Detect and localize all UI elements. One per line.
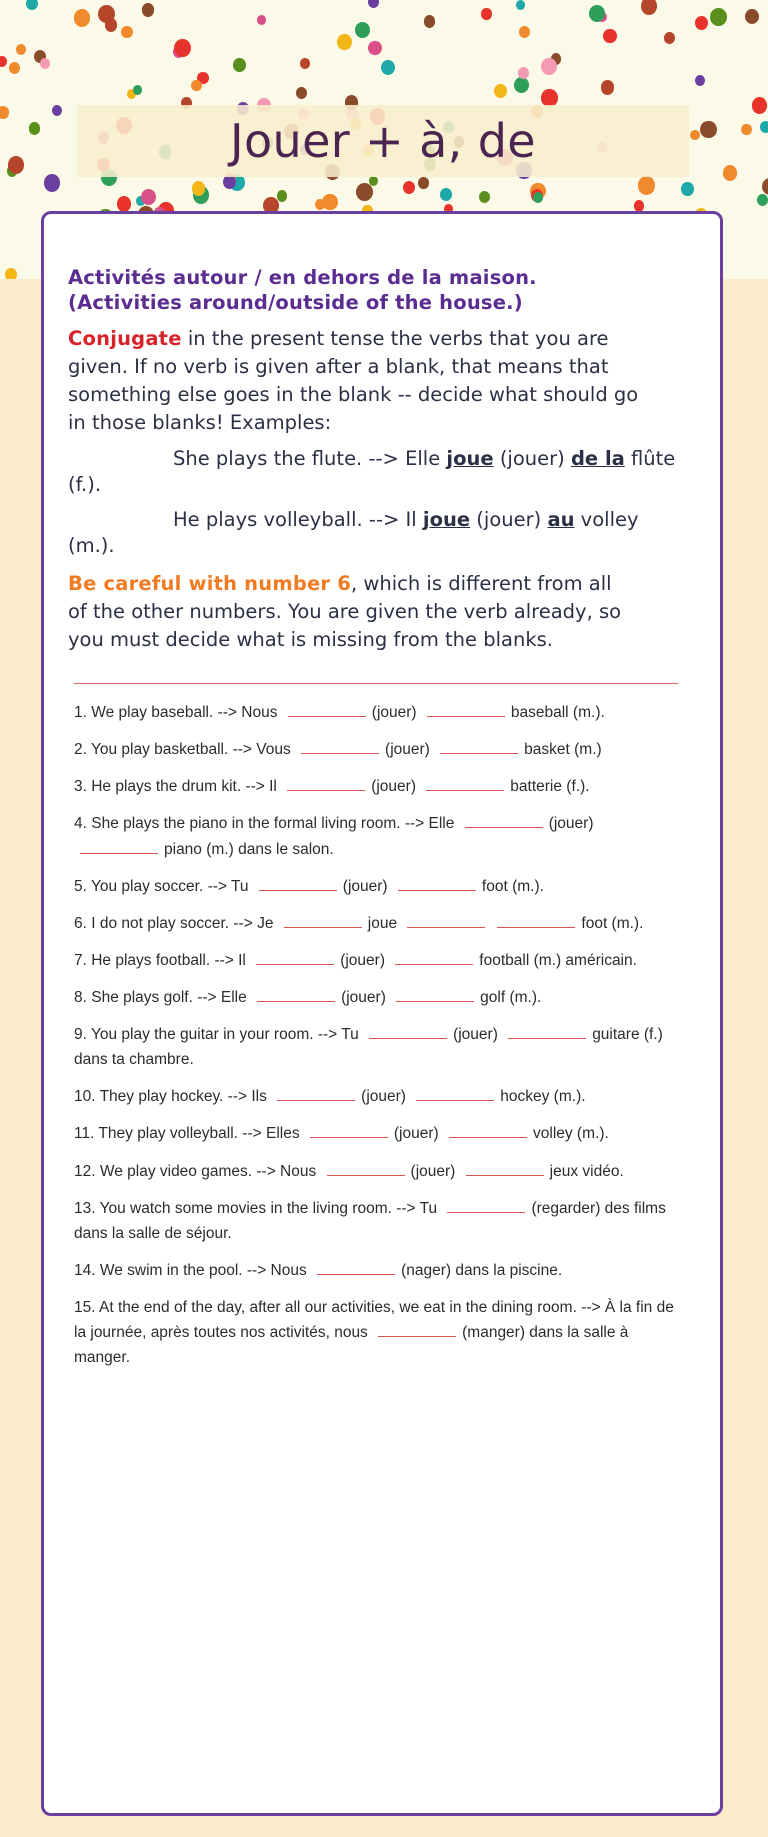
- confetti-dot: [760, 121, 768, 133]
- confetti-dot: [541, 58, 557, 75]
- warning-line-2: of the other numbers. You are given the verb already, so: [68, 600, 622, 624]
- answer-blank[interactable]: [378, 1321, 456, 1337]
- question-text: (jouer): [340, 951, 385, 969]
- answer-blank[interactable]: [80, 838, 158, 854]
- question-text: joue: [367, 914, 398, 932]
- answer-blank[interactable]: [277, 1085, 355, 1101]
- confetti-dot: [142, 3, 155, 17]
- question-item: [74, 1196, 678, 1246]
- confetti-dot: [0, 56, 7, 67]
- question-text: (jouer): [548, 815, 594, 833]
- question-text: (jouer): [410, 1162, 456, 1180]
- example-2-suffix: volley (m.).: [68, 508, 639, 558]
- confetti-dot: [752, 97, 767, 113]
- example-2: [68, 507, 684, 559]
- answer-blank[interactable]: [398, 875, 476, 891]
- question-text: foot (m.).: [581, 914, 644, 932]
- example-2-prefix: He plays volleyball. --> Il: [173, 508, 423, 532]
- question-text: basket (m.): [524, 741, 602, 759]
- answer-blank[interactable]: [466, 1160, 544, 1176]
- question-text: (jouer): [371, 778, 416, 796]
- confetti-dot: [117, 196, 132, 212]
- conjugate-label: Conjugate: [68, 326, 182, 350]
- question-text: (jouer): [385, 741, 430, 759]
- confetti-dot: [8, 156, 24, 174]
- answer-blank[interactable]: [395, 949, 473, 965]
- confetti-dot: [634, 200, 645, 212]
- confetti-dot: [603, 29, 616, 43]
- answer-blank[interactable]: [259, 875, 337, 891]
- confetti-dot: [337, 34, 352, 50]
- answer-blank[interactable]: [407, 912, 485, 928]
- question-text: (regarder) des films dans la salle de séjour.: [74, 1199, 666, 1242]
- question-text: (jouer): [371, 704, 417, 722]
- answer-blank[interactable]: [416, 1085, 494, 1101]
- confetti-dot: [494, 84, 507, 98]
- question-text: 12. We play video games. --> Nous: [74, 1162, 317, 1180]
- confetti-dot: [518, 67, 529, 79]
- confetti-dot: [74, 9, 90, 26]
- confetti-dot: [641, 0, 657, 15]
- answer-blank[interactable]: [310, 1122, 388, 1138]
- question-text: 10. They play hockey. --> Ils: [74, 1088, 267, 1106]
- confetti-dot: [52, 105, 62, 116]
- confetti-dot: [368, 41, 382, 56]
- confetti-dot: [141, 189, 156, 206]
- question-text: batterie (f.).: [510, 778, 590, 796]
- confetti-dot: [356, 183, 372, 201]
- question-item: [74, 1121, 678, 1146]
- confetti-dot: [403, 181, 416, 195]
- example-1-prefix: She plays the flute. --> Elle: [173, 446, 447, 470]
- confetti-dot: [44, 174, 60, 192]
- confetti-dot: [745, 9, 759, 24]
- question-item: [74, 1258, 678, 1283]
- question-text: 13. You watch some movies in the living room. --> Tu: [74, 1199, 438, 1217]
- confetti-dot: [479, 191, 490, 203]
- answer-blank[interactable]: [508, 1023, 586, 1039]
- answer-blank[interactable]: [426, 775, 504, 791]
- section-divider: [74, 683, 678, 684]
- confetti-dot: [695, 75, 705, 86]
- worksheet-card: [41, 211, 723, 1816]
- question-list: [68, 700, 684, 1370]
- confetti-dot: [368, 0, 379, 8]
- question-item: [74, 948, 678, 973]
- question-text: 14. We swim in the pool. --> Nous: [74, 1261, 307, 1279]
- question-text: 5. You play soccer. --> Tu: [74, 877, 249, 895]
- confetti-dot: [322, 194, 337, 211]
- question-text: 15. At the end of the day, after all our activities, we eat in the dining room. --> À la fin de la journée, après toutes nos activités, nous: [74, 1298, 674, 1342]
- confetti-dot: [277, 190, 288, 202]
- question-text: baseball (m.).: [510, 704, 605, 722]
- warning-line-1: , which is different from all: [351, 572, 612, 596]
- example-2-verb: joue: [422, 508, 471, 532]
- question-item: [74, 1295, 678, 1370]
- confetti-dot: [40, 58, 50, 68]
- question-text: football (m.) américain.: [479, 951, 637, 969]
- confetti-dot: [723, 165, 738, 181]
- confetti-dot: [519, 26, 530, 38]
- confetti-dot: [381, 60, 395, 75]
- confetti-dot: [762, 178, 768, 195]
- question-text: 8. She plays golf. --> Elle: [74, 988, 247, 1006]
- question-item: [74, 811, 678, 861]
- intro-paragraph: [68, 326, 684, 436]
- confetti-dot: [233, 58, 246, 72]
- confetti-dot: [424, 15, 436, 28]
- question-item: [74, 1022, 678, 1072]
- intro-line-2: given. If no verb is given after a blank, that means that: [68, 354, 609, 378]
- confetti-dot: [16, 44, 26, 55]
- confetti-dot: [296, 87, 307, 99]
- question-item: [74, 874, 678, 899]
- answer-blank[interactable]: [284, 912, 362, 928]
- confetti-dot: [121, 26, 133, 39]
- confetti-dot: [5, 268, 17, 279]
- confetti-dot: [695, 16, 708, 30]
- question-item: [74, 911, 678, 936]
- confetti-dot: [514, 77, 529, 93]
- confetti-dot: [0, 106, 9, 118]
- question-text: 6. I do not play soccer. --> Je: [74, 914, 274, 932]
- answer-blank[interactable]: [396, 986, 474, 1002]
- question-text: hockey (m.).: [500, 1088, 586, 1106]
- confetti-dot: [700, 121, 716, 138]
- question-text: guitare (f.) dans ta chambre.: [74, 1026, 663, 1069]
- answer-blank[interactable]: [257, 986, 335, 1002]
- confetti-dot: [418, 177, 429, 189]
- confetti-dot: [601, 80, 615, 95]
- confetti-dot: [29, 122, 41, 135]
- question-text: (manger) dans la salle à manger.: [74, 1324, 629, 1367]
- confetti-dot: [533, 192, 543, 203]
- answer-blank[interactable]: [301, 738, 379, 754]
- answer-blank[interactable]: [440, 738, 518, 754]
- confetti-dot: [98, 5, 115, 23]
- answer-blank[interactable]: [497, 912, 575, 928]
- question-text: foot (m.).: [481, 877, 544, 895]
- question-item: [74, 985, 678, 1010]
- warning-label: Be careful with number 6: [68, 572, 352, 596]
- answer-blank[interactable]: [327, 1160, 405, 1176]
- instructions-block: [68, 266, 684, 653]
- question-text: 7. He plays football. --> Il: [74, 951, 246, 969]
- example-1-middle: (jouer): [493, 446, 571, 470]
- example-2-middle: (jouer): [470, 508, 548, 532]
- answer-blank[interactable]: [447, 1197, 525, 1213]
- answer-blank[interactable]: [449, 1122, 527, 1138]
- confetti-dot: [26, 0, 38, 10]
- question-item: [74, 700, 678, 725]
- page-title: Jouer + à, de: [230, 114, 536, 168]
- question-item: [74, 737, 678, 762]
- example-1-verb: joue: [446, 446, 494, 470]
- intro-line-3: something else goes in the blank -- decide what should go: [68, 382, 639, 406]
- confetti-dot: [664, 32, 675, 44]
- confetti-dot: [9, 62, 20, 74]
- confetti-dot: [300, 58, 310, 68]
- confetti-dot: [355, 22, 370, 38]
- question-item: [74, 1084, 678, 1109]
- intro-line-1: in the present tense the verbs that you are: [181, 326, 609, 350]
- confetti-dot: [440, 188, 452, 201]
- answer-blank[interactable]: [287, 775, 365, 791]
- question-item: [74, 774, 678, 799]
- example-1-suffix: flûte (f.).: [68, 446, 676, 496]
- question-text: (jouer): [341, 988, 386, 1006]
- question-text: golf (m.).: [480, 988, 542, 1006]
- confetti-dot: [133, 85, 142, 95]
- heading-french: Activités autour / en dehors de la maison.: [68, 266, 537, 289]
- answer-blank[interactable]: [317, 1259, 395, 1275]
- question-text: jeux vidéo.: [549, 1162, 624, 1180]
- question-text: 2. You play basketball. --> Vous: [74, 741, 291, 759]
- confetti-dot: [690, 130, 700, 140]
- intro-line-4: in those blanks! Examples:: [68, 410, 332, 434]
- question-text: 1. We play baseball. --> Nous: [74, 704, 278, 722]
- confetti-dot: [757, 194, 768, 206]
- example-1-answer: de la: [570, 446, 625, 470]
- confetti-dot: [681, 182, 693, 195]
- confetti-dot: [741, 124, 752, 136]
- question-text: 3. He plays the drum kit. --> Il: [74, 778, 277, 796]
- confetti-dot: [589, 5, 605, 22]
- warning-line-3: you must decide what is missing from the blanks.: [68, 628, 553, 652]
- question-text: (nager) dans la piscine.: [401, 1261, 563, 1279]
- confetti-dot: [257, 15, 267, 25]
- answer-blank[interactable]: [427, 701, 505, 717]
- confetti-dot: [191, 80, 201, 91]
- example-1: [68, 446, 684, 498]
- confetti-dot: [174, 39, 191, 57]
- question-text: (jouer): [361, 1088, 406, 1106]
- question-item: [74, 1159, 678, 1184]
- answer-blank[interactable]: [465, 812, 543, 828]
- question-text: 4. She plays the piano in the formal living room. --> Elle: [74, 815, 455, 833]
- answer-blank[interactable]: [369, 1023, 447, 1039]
- question-text: (jouer): [342, 877, 388, 895]
- heading-english: (Activities around/outside of the house.): [68, 290, 523, 314]
- question-text: (jouer): [393, 1125, 439, 1143]
- answer-blank[interactable]: [256, 949, 334, 965]
- question-text: 11. They play volleyball. --> Elles: [74, 1125, 300, 1143]
- question-text: piano (m.) dans le salon.: [164, 840, 334, 858]
- question-text: volley (m.).: [533, 1125, 609, 1143]
- example-2-answer: au: [547, 508, 575, 532]
- question-text: 9. You play the guitar in your room. --> Tu: [74, 1026, 359, 1044]
- confetti-dot: [638, 176, 655, 194]
- confetti-dot: [710, 8, 727, 26]
- answer-blank[interactable]: [288, 701, 366, 717]
- confetti-dot: [516, 0, 525, 10]
- question-text: (jouer): [453, 1026, 498, 1044]
- confetti-dot: [481, 8, 491, 19]
- warning-paragraph: [68, 571, 684, 653]
